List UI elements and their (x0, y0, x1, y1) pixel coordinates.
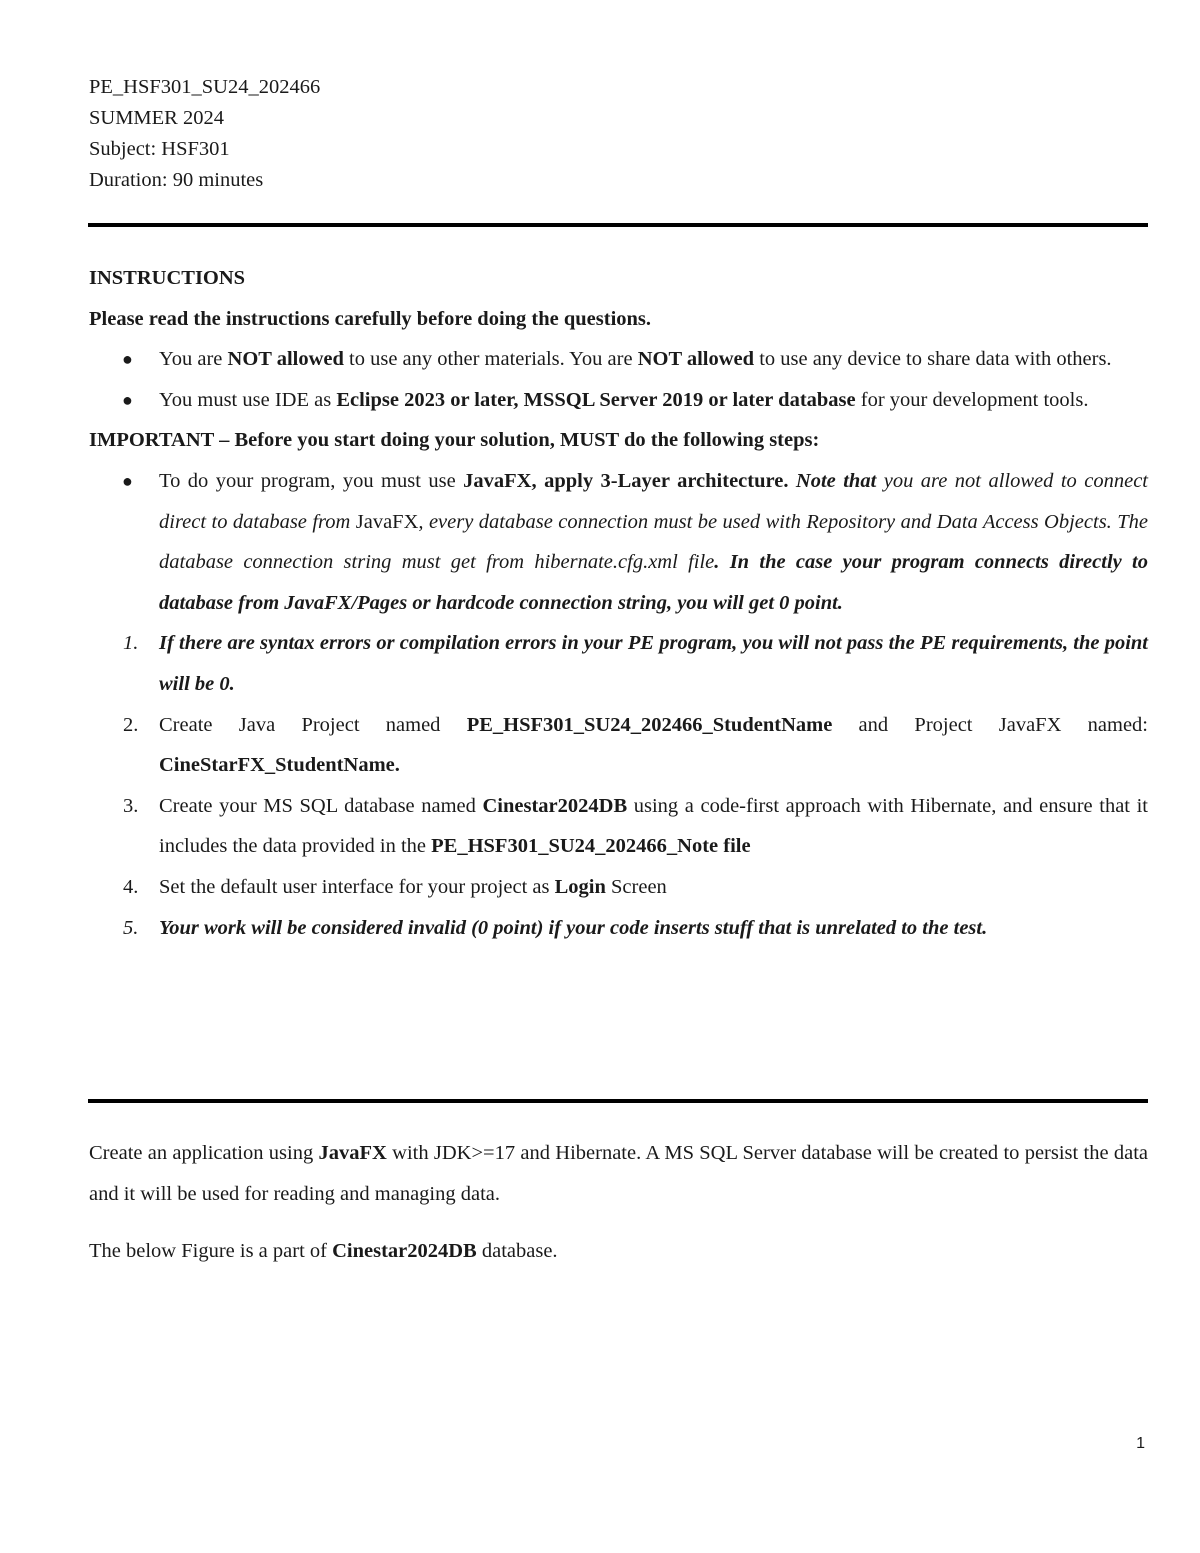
bottom-divider (88, 1099, 1148, 1103)
exam-code: PE_HSF301_SU24_202466 (89, 76, 321, 98)
list-number: 5. (123, 916, 139, 939)
read-carefully-note: Please read the instructions carefully before doing the questions. (89, 307, 652, 330)
list-item: ● You must use IDE as Eclipse 2023 or later, MSSQL Server 2019 or later database for your development tools. (89, 380, 1148, 421)
important-heading: IMPORTANT – Before you start doing your solution, MUST do the following steps: (89, 429, 820, 452)
exam-subject: Subject: HSF301 (89, 138, 230, 160)
exam-header (89, 72, 320, 196)
list-number: 3. (123, 794, 139, 817)
intro-section (89, 1133, 1148, 1272)
list-item: 5. Your work will be considered invalid (0 point) if your code inserts stuff that is unrelated to the test. (89, 908, 1148, 949)
list-number: 2. (123, 713, 139, 736)
list-item: ● To do your program, you must use JavaFX, apply 3-Layer architecture. Note that you are not allowed to connect direct to database from JavaFX, every database connection must be used with Repository and Data Access Objects. The database connection string must get from hibernate.cfg.xml file. In the case your program connects directly to database from JavaFX/Pages or hardcode connection string, you will get 0 point. (89, 461, 1148, 623)
list-item: 3. Create your MS SQL database named Cinestar2024DB using a code-first approach with Hibernate, and ensure that it includes the data provided in the PE_HSF301_SU24_202466_Note file (89, 786, 1148, 867)
intro-paragraph: Create an application using JavaFX with JDK>=17 and Hibernate. A MS SQL Server database will be created to persist the data and it will be used for reading and managing data. (89, 1142, 1148, 1205)
page-number: 1 (1136, 1435, 1145, 1452)
instructions-section (89, 258, 1148, 948)
list-item: ● You are NOT allowed to use any other materials. You are NOT allowed to use any device to share data with others. (89, 339, 1148, 380)
instructions-title: INSTRUCTIONS (89, 267, 246, 289)
bullet-dot-icon: ● (122, 349, 133, 370)
exam-term: SUMMER 2024 (89, 107, 224, 129)
list-item: 2. Create Java Project named PE_HSF301_SU24_202466_StudentName and Project JavaFX named: CineStarFX_StudentName. (89, 705, 1148, 786)
top-divider (88, 223, 1148, 227)
figure-reference-paragraph: The below Figure is a part of Cinestar2024DB database. (89, 1240, 558, 1263)
bullet-dot-icon: ● (122, 389, 133, 410)
list-item: 1. If there are syntax errors or compilation errors in your PE program, you will not pass the PE requirements, the point will be 0. (89, 623, 1148, 704)
list-item: 4. Set the default user interface for your project as Login Screen (89, 867, 1148, 908)
list-number: 1. (123, 632, 139, 655)
bullet-dot-icon: ● (122, 470, 133, 491)
list-number: 4. (123, 875, 139, 898)
exam-duration: Duration: 90 minutes (89, 169, 264, 191)
